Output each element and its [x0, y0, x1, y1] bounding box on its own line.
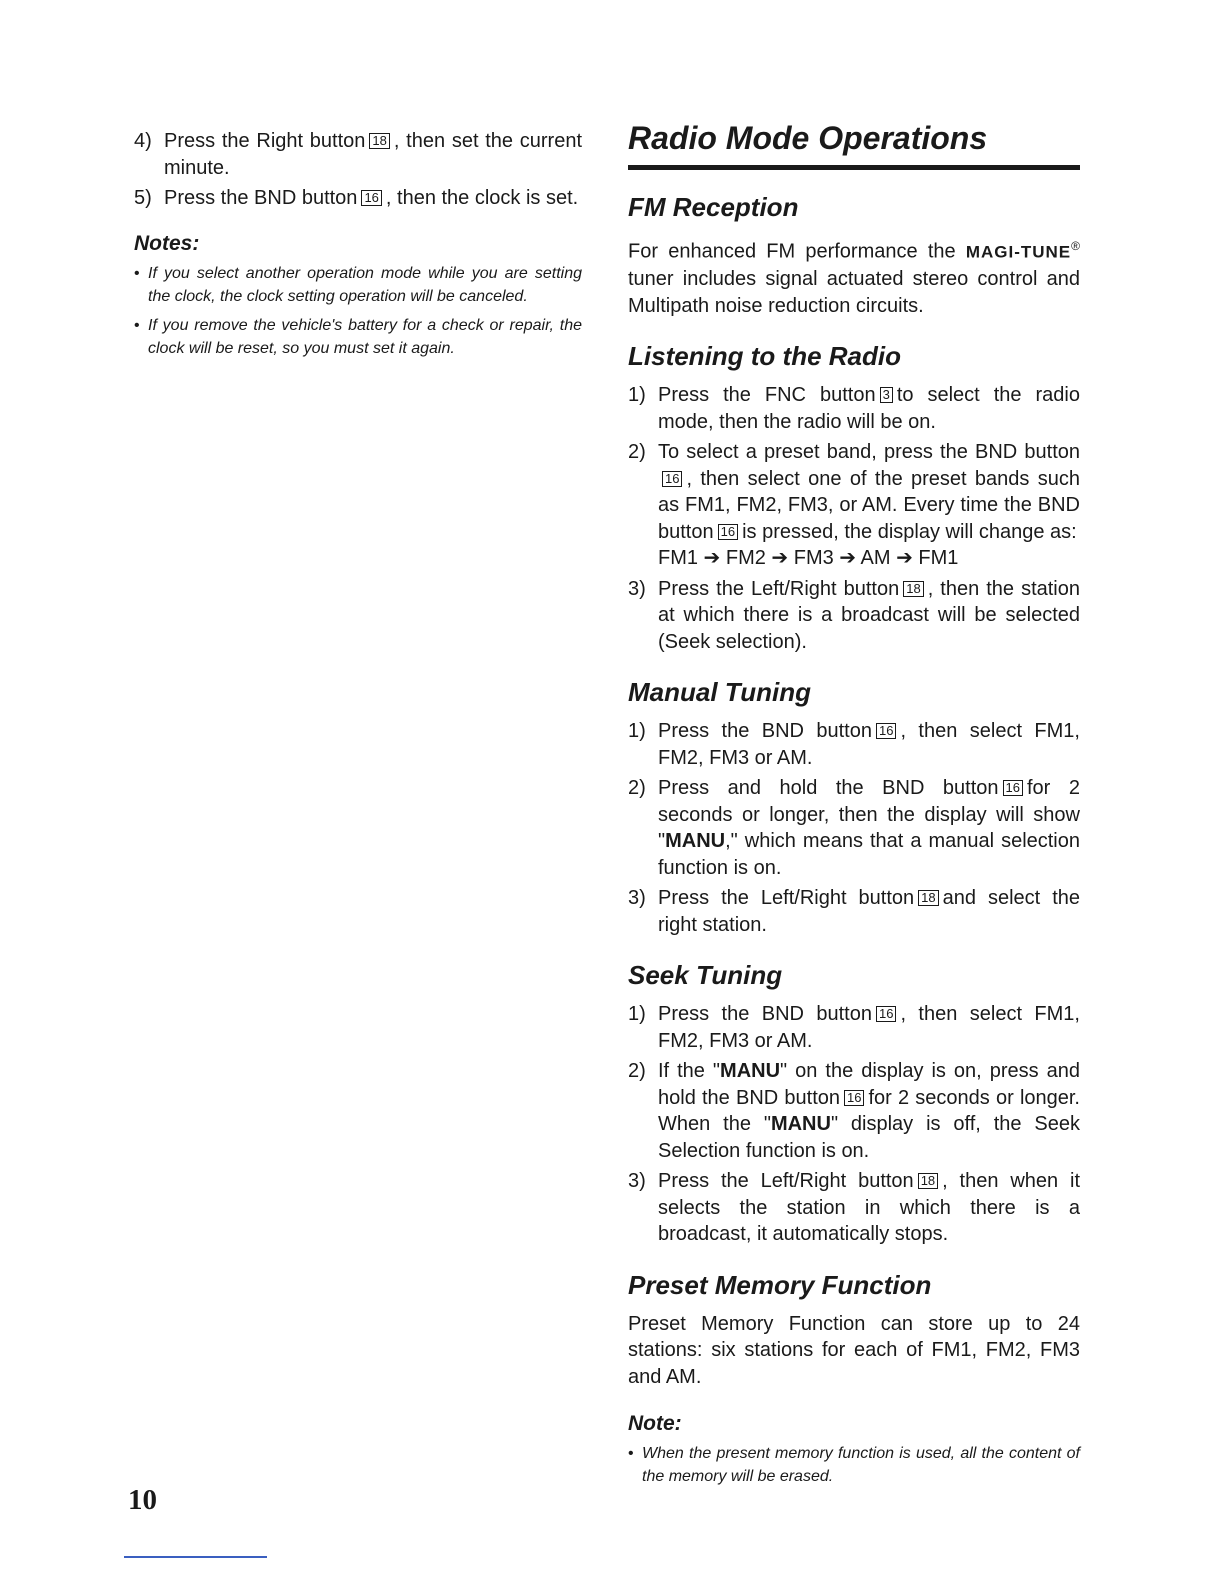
- button-ref-16: 16: [844, 1090, 864, 1106]
- button-ref-18: 18: [918, 1173, 938, 1189]
- button-ref-18: 18: [903, 581, 923, 597]
- step-text: Press the BND button: [164, 187, 358, 209]
- page-title: Radio Mode Operations: [628, 120, 1080, 170]
- listening-step-2: 2) To select a preset band, press the BND button16 , then select one of the preset bands such as FM1, FM2, FM3, or AM. Every time the BND button 16 is pressed, the display will change as: FM1 ➔ FM2 ➔ FM3 ➔ AM ➔ FM1: [628, 439, 1080, 572]
- manu-label: MANU: [720, 1060, 781, 1083]
- step-text: , then the clock is set.: [385, 187, 579, 209]
- bullet: •: [134, 316, 140, 334]
- section-heading-seek-tuning: Seek Tuning: [628, 960, 783, 991]
- manual-step-3: 3) Press the Left/Right button 18 and select the right station.: [628, 887, 1080, 936]
- button-ref-3: 3: [880, 387, 893, 403]
- manual-step-1: 1) Press the BND button 16 , then select FM1, FM2, FM3 or AM.: [628, 720, 1080, 769]
- divider: [124, 1556, 267, 1558]
- note-item: [134, 262, 582, 308]
- manu-label: MANU: [770, 1113, 831, 1136]
- listening-step-1: 1) Press the FNC button 3 to select the radio mode, then the radio will be on.: [628, 384, 1080, 433]
- fm-reception-text: For enhanced FM performance the MAGI-TUNE® tuner includes signal actuated stereo control and Multipath noise reduction circuits.: [628, 239, 1080, 317]
- page-number: 10: [128, 1484, 157, 1516]
- button-ref-16: 16: [718, 524, 738, 540]
- notes-heading: Notes:: [134, 231, 200, 255]
- manual-step-2: 2) Press and hold the BND button 16 for 2 seconds or longer, then the display will show "MANU," which means that a manual selection function is on.: [628, 777, 1080, 879]
- note-heading: Note:: [628, 1412, 682, 1436]
- magi-tune-brand: MAGI-TUNE: [965, 242, 1072, 262]
- note-item: [628, 1442, 1080, 1488]
- section-heading-fm-reception: FM Reception: [628, 192, 799, 222]
- button-ref-16: 16: [361, 190, 381, 206]
- clock-step-4: [134, 128, 582, 181]
- button-ref-16: 16: [662, 471, 682, 487]
- preset-memory-text: Preset Memory Function can store up to 24 stations: six stations for each of FM1, FM2, FM3 and AM.: [628, 1312, 1080, 1388]
- note-item: [134, 314, 582, 360]
- clock-step-5: [134, 185, 582, 212]
- left-column: [134, 128, 582, 366]
- note-text: When the present memory function is used, all the content of the memory will be erased.: [642, 1445, 1080, 1486]
- seek-step-2: 2) If the "MANU" on the display is on, press and hold the BND button 16 for 2 seconds or longer. When the "MANU" display is off, the Seek Selection function is on.: [628, 1060, 1081, 1162]
- registered-mark: ®: [1071, 239, 1080, 253]
- right-column: [628, 120, 1080, 1494]
- note-text: If you remove the vehicle's battery for a check or repair, the clock will be reset, so you must set it again.: [148, 316, 582, 357]
- button-ref-16: 16: [1003, 780, 1023, 796]
- bullet: •: [134, 264, 140, 282]
- section-heading-manual-tuning: Manual Tuning: [628, 677, 811, 708]
- step-text: Press the Right button: [164, 130, 366, 152]
- button-ref-16: 16: [876, 723, 896, 739]
- button-ref-18: 18: [369, 133, 389, 149]
- step-number: 5): [134, 187, 152, 209]
- section-heading-preset-memory: Preset Memory Function: [628, 1269, 932, 1300]
- step-text: , then set the current minute.: [164, 130, 582, 179]
- button-ref-18: 18: [918, 890, 938, 906]
- bullet: •: [628, 1445, 634, 1463]
- section-heading-listening: Listening to the Radio: [628, 341, 901, 372]
- step-number: 4): [134, 130, 152, 152]
- seek-step-3: 3) Press the Left/Right button 18 , then when it selects the station in which there is a broadcast, it automatically stops.: [628, 1170, 1080, 1246]
- manu-label: MANU: [665, 830, 726, 853]
- listening-step-3: 3) Press the Left/Right button 18 , then the station at which there is a broadcast will be selected (Seek selection).: [628, 577, 1080, 653]
- button-ref-16: 16: [876, 1006, 896, 1022]
- note-text: If you select another operation mode while you are setting the clock, the clock setting operation will be canceled.: [148, 264, 582, 305]
- seek-step-1: 1) Press the BND button 16 , then select FM1, FM2, FM3 or AM.: [628, 1003, 1080, 1052]
- band-sequence: FM1 ➔ FM2 ➔ FM3 ➔ AM ➔ FM1: [658, 547, 959, 570]
